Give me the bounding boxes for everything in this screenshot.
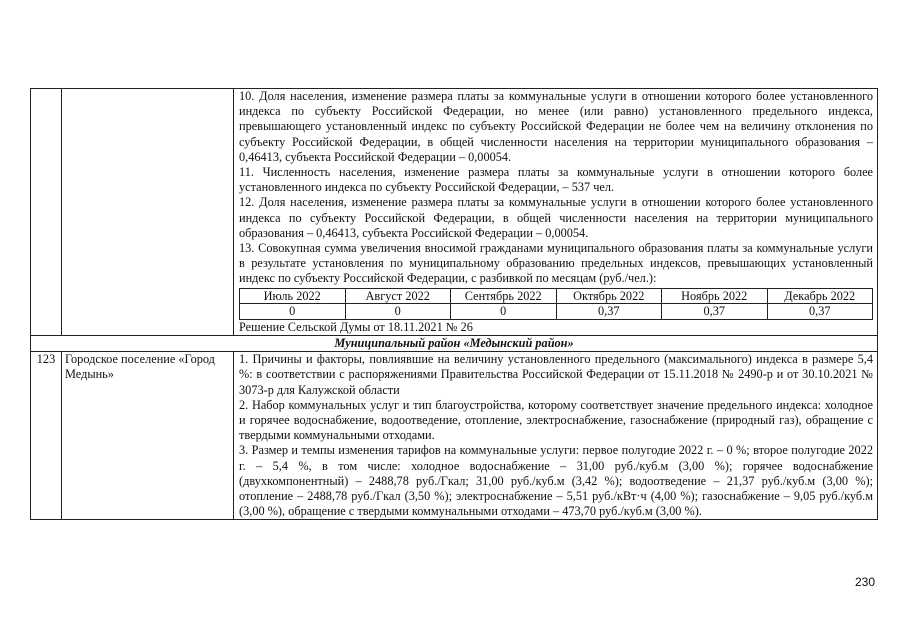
- entry-name: Городское поселение «Город Медынь»: [62, 352, 234, 520]
- decision-reference: Решение Сельской Думы от 18.11.2021 № 26: [239, 319, 473, 334]
- continuation-text-cell: [234, 89, 878, 336]
- monthly-value-row: [240, 304, 873, 320]
- month-header: Декабрь 2022: [767, 288, 873, 304]
- district-title: Муниципальный район «Медынский район»: [31, 336, 878, 352]
- district-row: [31, 336, 878, 352]
- month-value: 0,37: [662, 304, 768, 320]
- month-value: 0: [240, 304, 346, 320]
- continuation-row: [31, 89, 878, 336]
- month-value: 0: [345, 304, 451, 320]
- item-11: 11. Численность населения, изменение размера платы за коммунальные услуги в отношении которого более установленного индекса по субъекту Российской Федерации, – 537 чел.: [239, 165, 873, 195]
- month-header: Июль 2022: [240, 288, 346, 304]
- entry-item-2: 2. Набор коммунальных услуг и тип благоустройства, которому соответствует значение предельного индекса: холодное и горячее водоснабжение, водоотведение, отопление, электроснабжение, газоснабжение (природный газ), обращение с твердыми коммунальными отходами.: [239, 397, 873, 443]
- entry-item-1: 1. Причины и факторы, повлиявшие на величину установленного предельного (максимального) индекса в размере 5,4 %: в соответствии с распоряжениями Правительства Российской Федерации от 15.11.2018 № 2490-р и от 30.10.2021 № 3073-р для Калужской области: [239, 352, 873, 397]
- month-header: Август 2022: [345, 288, 451, 304]
- monthly-table: [239, 288, 873, 320]
- entry-row: [31, 352, 878, 520]
- monthly-header-row: [240, 288, 873, 304]
- month-value: 0,37: [767, 304, 873, 320]
- month-header: Октябрь 2022: [556, 288, 662, 304]
- item-10: 10. Доля населения, изменение размера платы за коммунальные услуги в отношении которого более установленного индекса по субъекту Российской Федерации, но менее (или равно) установленного предельного индекса, превышающего установленный индекс по субъекту Российской Федерации не более чем на величину отклонения по субъекту Российской Федерации, в общей численности населения на территории муниципального образования – 0,46413, субъекта Российской Федерации – 0,00054.: [239, 89, 873, 164]
- page-number: 230: [855, 575, 876, 589]
- month-header: Сентябрь 2022: [451, 288, 557, 304]
- entry-number: 123: [31, 352, 62, 520]
- document-table: [30, 88, 878, 520]
- item-13: 13. Совокупная сумма увеличения вносимой гражданами муниципального образования платы за коммунальные услуги в результате установления по муниципальному образованию предельных индексов, превышающих установленный индекс по субъекту Российской Федерации, с разбивкой по месяцам (руб./чел.):: [239, 241, 873, 286]
- month-header: Ноябрь 2022: [662, 288, 768, 304]
- entry-text-cell: [234, 352, 878, 520]
- month-value: 0,37: [556, 304, 662, 320]
- continuation-name-cell: [62, 89, 234, 336]
- month-value: 0: [451, 304, 557, 320]
- continuation-number-cell: [31, 89, 62, 336]
- item-12: 12. Доля населения, изменение размера платы за коммунальные услуги в отношении которого более установленного индекса по субъекту Российской Федерации, в общей численности населения на территории муниципального образования – 0,46413, субъекта Российской Федерации – 0,00054.: [239, 195, 873, 240]
- entry-item-3: 3. Размер и темпы изменения тарифов на коммунальные услуги: первое полугодие 2022 г. – 0 %; второе полугодие 2022 г. – 5,4 %, в том числе: холодное водоснабжение – 31,00 руб./куб.м (3,00 %); горячее водоснабжение (двухкомпонентный) – 2488,78 руб./Гкал; 31,00 руб./куб.м (3,42 %); водоотведение – 21,37 руб./куб.м (3,00 %); отопление – 2488,78 руб./Гкал (3,50 %); электроснабжение – 5,51 руб./кВт·ч (4,00 %); газоснабжение – 9,05 руб./куб.м (3,00 %), обращение с твердыми коммунальными отходами – 473,70 руб./куб.м (3,00 %).: [239, 443, 873, 519]
